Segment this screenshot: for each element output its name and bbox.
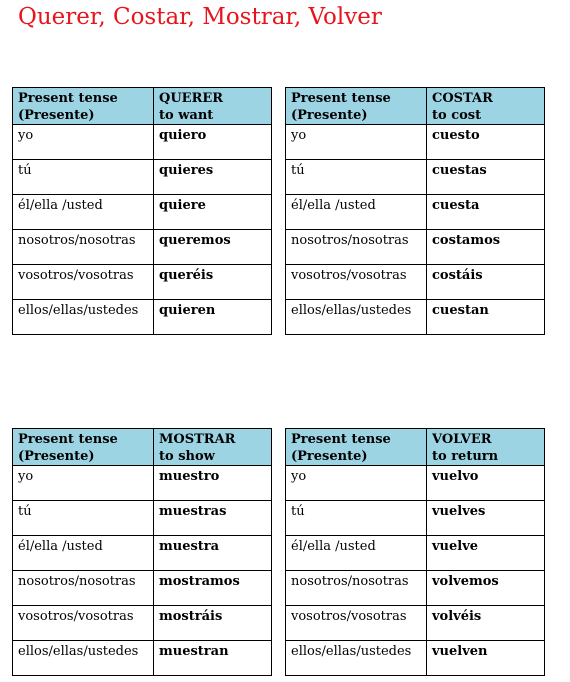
pronoun-cell: vosotros/vosotras (13, 265, 154, 300)
verb-form-cell: quiere (154, 195, 272, 230)
header-tense-line1: Present tense (18, 91, 118, 106)
verb-form-cell: cuestan (427, 300, 545, 335)
table-row (286, 536, 545, 571)
verb-form-cell: muestran (154, 641, 272, 676)
pronoun-cell: tú (13, 160, 154, 195)
header-tense-line1: Present tense (291, 91, 391, 106)
pronoun-cell: él/ella /usted (13, 536, 154, 571)
table-row (13, 466, 272, 501)
header-tense-line2: (Presente) (18, 449, 95, 464)
header-tense-line2: (Presente) (291, 449, 368, 464)
pronoun-cell: ellos/ellas/ustedes (286, 641, 427, 676)
pronoun-cell: vosotros/vosotras (286, 606, 427, 641)
pronoun-cell: vosotros/vosotras (286, 265, 427, 300)
header-tense-line1: Present tense (18, 432, 118, 447)
pronoun-cell: ellos/ellas/ustedes (286, 300, 427, 335)
pronoun-cell: ellos/ellas/ustedes (13, 641, 154, 676)
table-row (13, 265, 272, 300)
conjugation-table-volver (285, 428, 545, 676)
verb-form-cell: queremos (154, 230, 272, 265)
verb-form-cell: mostramos (154, 571, 272, 606)
header-verb-meaning: to show (159, 449, 215, 464)
pronoun-cell: él/ella /usted (286, 536, 427, 571)
pronoun-cell: yo (13, 466, 154, 501)
verb-form-cell: volvemos (427, 571, 545, 606)
verb-form-cell: queréis (154, 265, 272, 300)
pronoun-cell: nosotros/nosotras (286, 571, 427, 606)
pronoun-cell: él/ella /usted (13, 195, 154, 230)
table-header-row (286, 429, 545, 466)
table-row (13, 300, 272, 335)
verb-form-cell: quieren (154, 300, 272, 335)
conjugation-table-costar (285, 87, 545, 335)
verb-form-cell: cuestas (427, 160, 545, 195)
verb-form-cell: mostráis (154, 606, 272, 641)
header-verb-name: VOLVER (432, 432, 492, 447)
table-row (286, 195, 545, 230)
table-row (286, 300, 545, 335)
header-tense (13, 88, 154, 125)
pronoun-cell: yo (13, 125, 154, 160)
header-verb-meaning: to return (432, 449, 499, 464)
verb-form-cell: vuelvo (427, 466, 545, 501)
verb-form-cell: costáis (427, 265, 545, 300)
verb-form-cell: muestras (154, 501, 272, 536)
table-row (286, 501, 545, 536)
header-verb (427, 88, 545, 125)
table-row (13, 195, 272, 230)
pronoun-cell: tú (286, 501, 427, 536)
header-tense (286, 429, 427, 466)
table-row (13, 571, 272, 606)
table-row (286, 125, 545, 160)
table-row (13, 160, 272, 195)
pronoun-cell: ellos/ellas/ustedes (13, 300, 154, 335)
verb-form-cell: vuelven (427, 641, 545, 676)
verb-form-cell: quiero (154, 125, 272, 160)
table-row (286, 466, 545, 501)
pronoun-cell: tú (286, 160, 427, 195)
header-verb-meaning: to cost (432, 108, 482, 123)
header-tense-line1: Present tense (291, 432, 391, 447)
header-verb-meaning: to want (159, 108, 214, 123)
table-row (286, 160, 545, 195)
table-header-row (13, 429, 272, 466)
verb-form-cell: muestra (154, 536, 272, 571)
pronoun-cell: nosotros/nosotras (13, 571, 154, 606)
verb-form-cell: cuesto (427, 125, 545, 160)
header-verb (427, 429, 545, 466)
verb-form-cell: costamos (427, 230, 545, 265)
table-header-row (286, 88, 545, 125)
pronoun-cell: él/ella /usted (286, 195, 427, 230)
table-row (13, 606, 272, 641)
header-verb (154, 88, 272, 125)
header-tense (13, 429, 154, 466)
verb-form-cell: quieres (154, 160, 272, 195)
pronoun-cell: yo (286, 125, 427, 160)
header-tense-line2: (Presente) (291, 108, 368, 123)
header-tense (286, 88, 427, 125)
table-row (13, 536, 272, 571)
table-row (286, 265, 545, 300)
pronoun-cell: yo (286, 466, 427, 501)
table-row (13, 501, 272, 536)
header-verb (154, 429, 272, 466)
conjugation-table-mostrar (12, 428, 272, 676)
table-row (286, 230, 545, 265)
table-header-row (13, 88, 272, 125)
header-tense-line2: (Presente) (18, 108, 95, 123)
pronoun-cell: nosotros/nosotras (13, 230, 154, 265)
verb-form-cell: cuesta (427, 195, 545, 230)
verb-form-cell: vuelves (427, 501, 545, 536)
page-title: Querer, Costar, Mostrar, Volver (18, 4, 382, 30)
pronoun-cell: tú (13, 501, 154, 536)
table-row (286, 606, 545, 641)
table-row (13, 230, 272, 265)
conjugation-table-querer (12, 87, 272, 335)
table-row (13, 125, 272, 160)
pronoun-cell: nosotros/nosotras (286, 230, 427, 265)
pronoun-cell: vosotros/vosotras (13, 606, 154, 641)
verb-form-cell: muestro (154, 466, 272, 501)
header-verb-name: QUERER (159, 91, 224, 106)
header-verb-name: COSTAR (432, 91, 493, 106)
verb-form-cell: vuelve (427, 536, 545, 571)
table-row (286, 571, 545, 606)
verb-form-cell: volvéis (427, 606, 545, 641)
table-row (13, 641, 272, 676)
header-verb-name: MOSTRAR (159, 432, 236, 447)
table-row (286, 641, 545, 676)
